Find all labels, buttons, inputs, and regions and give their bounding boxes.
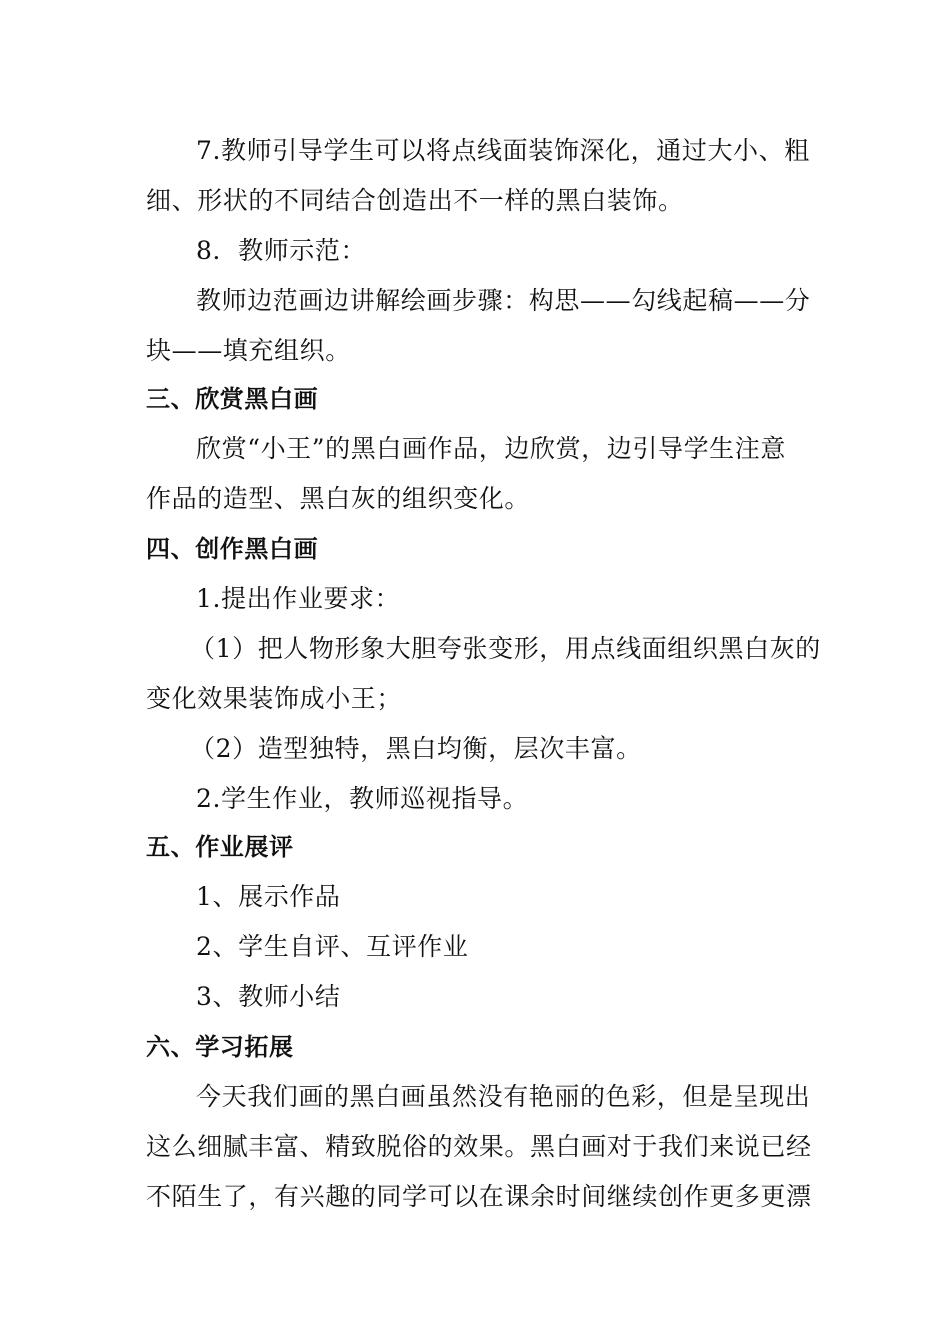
section-heading-3: 三、欣赏黑白画 [146,385,319,413]
requirement-title: 1.提出作业要求： [196,584,401,613]
evaluation-item-3: 3、教师小结 [196,982,341,1011]
evaluation-item-2: 2、学生自评、互评作业 [196,932,469,961]
extension-line-2: 这么细腻丰富、精致脱俗的效果。黑白画对于我们来说已经 [146,1132,812,1161]
appreciate-line-2: 作品的造型、黑白灰的组织变化。 [146,484,531,513]
demo-steps-line-2: 块——填充组织。 [146,336,351,365]
paragraph-7-line-1: 7.教师引导学生可以将点线面装饰深化，通过大小、粗 [196,136,810,165]
section-heading-5: 五、作业展评 [146,833,294,861]
student-work: 2.学生作业，教师巡视指导。 [196,784,529,813]
requirement-1-line-1: （1）把人物形象大胆夸张变形，用点线面组织黑白灰的 [190,634,821,663]
section-heading-6: 六、学习拓展 [146,1033,294,1061]
demo-steps-line-1: 教师边范画边讲解绘画步骤：构思——勾线起稿——分 [196,286,811,315]
extension-line-1: 今天我们画的黑白画虽然没有艳丽的色彩，但是呈现出 [196,1082,811,1111]
appreciate-line-1: 欣赏“小王”的黑白画作品，边欣赏，边引导学生注意 [196,434,786,463]
paragraph-8: 8．教师示范： [196,236,367,265]
evaluation-item-1: 1、展示作品 [196,882,341,911]
extension-line-3: 不陌生了，有兴趣的同学可以在课余时间继续创作更多更漂 [146,1182,812,1211]
requirement-2: （2）造型独特，黑白均衡，层次丰富。 [190,734,642,763]
requirement-1-line-2: 变化效果装饰成小王； [146,684,403,713]
section-heading-4: 四、创作黑白画 [146,535,319,563]
paragraph-7-line-2: 细、形状的不同结合创造出不一样的黑白装饰。 [146,186,684,215]
